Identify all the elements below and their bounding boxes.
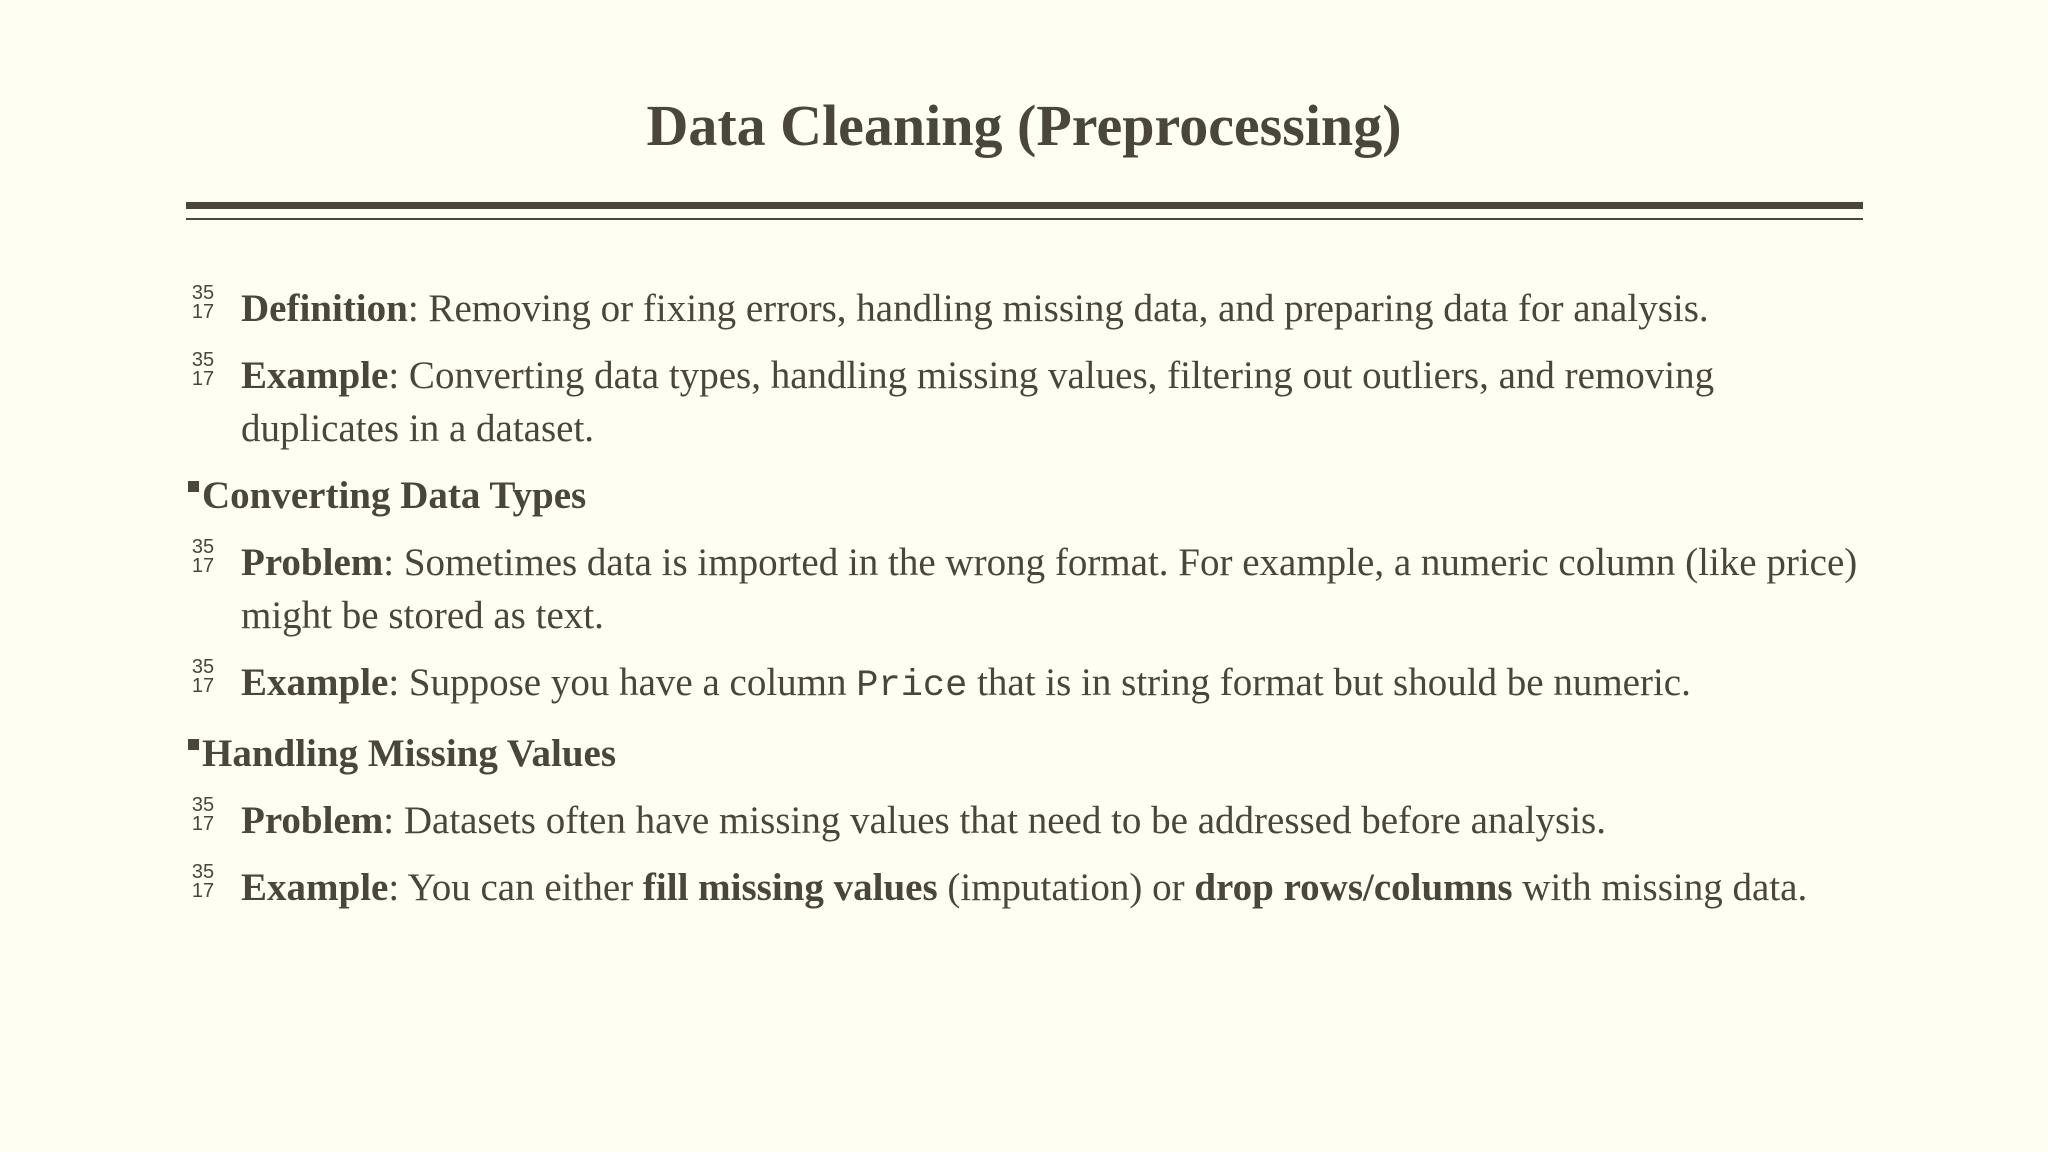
bullet-marker-icon: 35 17 <box>191 794 215 835</box>
slide-content <box>186 282 1876 928</box>
bullet-marker-icon: 35 17 <box>191 861 215 902</box>
bullet-example <box>186 656 1876 713</box>
page-title: Data Cleaning (Preprocessing) <box>646 92 1402 158</box>
bullet-term: Definition <box>241 287 408 330</box>
bullet-definition <box>186 282 1876 335</box>
title-divider-thick <box>186 202 1863 209</box>
bullet-term: Problem <box>241 799 384 842</box>
bullet-text: : Suppose you have a column <box>388 661 857 704</box>
bullet-marker-icon: 35 17 <box>191 349 215 390</box>
bullet-problem <box>186 794 1876 847</box>
bullet-text: : You can either <box>388 866 643 909</box>
bullet-text: with missing data. <box>1512 866 1808 909</box>
square-bullet-icon <box>188 739 199 750</box>
title-divider-thin <box>186 218 1863 220</box>
bullet-text: : Sometimes data is imported in the wrong format. For example, a numeric column (like price) might be stored as text. <box>241 541 1858 637</box>
bullet-marker-icon: 35 17 <box>191 536 215 577</box>
bold-phrase: fill missing values <box>642 866 938 909</box>
section-heading-handling-missing-values: Handling Missing Values <box>186 727 1876 780</box>
bullet-term: Example <box>241 354 389 397</box>
bullet-text: (imputation) or <box>937 866 1195 909</box>
bullet-marker-icon: 35 17 <box>191 656 215 697</box>
bullet-example <box>186 861 1876 914</box>
bullet-term: Example <box>241 866 389 909</box>
bullet-text: : Removing or fixing errors, handling missing data, and preparing data for analysis. <box>407 287 1709 330</box>
bullet-term: Example <box>241 661 389 704</box>
inline-code: Price <box>856 665 968 707</box>
section-heading-converting-data-types: Converting Data Types <box>186 469 1876 522</box>
bold-phrase: drop rows/columns <box>1194 866 1513 909</box>
bullet-example <box>186 349 1876 455</box>
bullet-text: : Converting data types, handling missing values, filtering out outliers, and removing duplicates in a dataset. <box>241 354 1715 450</box>
bullet-term: Problem <box>241 541 384 584</box>
bullet-marker-icon: 35 17 <box>191 282 215 323</box>
square-bullet-icon <box>188 481 199 492</box>
bullet-text: that is in string format but should be numeric. <box>967 661 1691 704</box>
bullet-text: : Datasets often have missing values that need to be addressed before analysis. <box>383 799 1606 842</box>
bullet-problem <box>186 536 1876 642</box>
